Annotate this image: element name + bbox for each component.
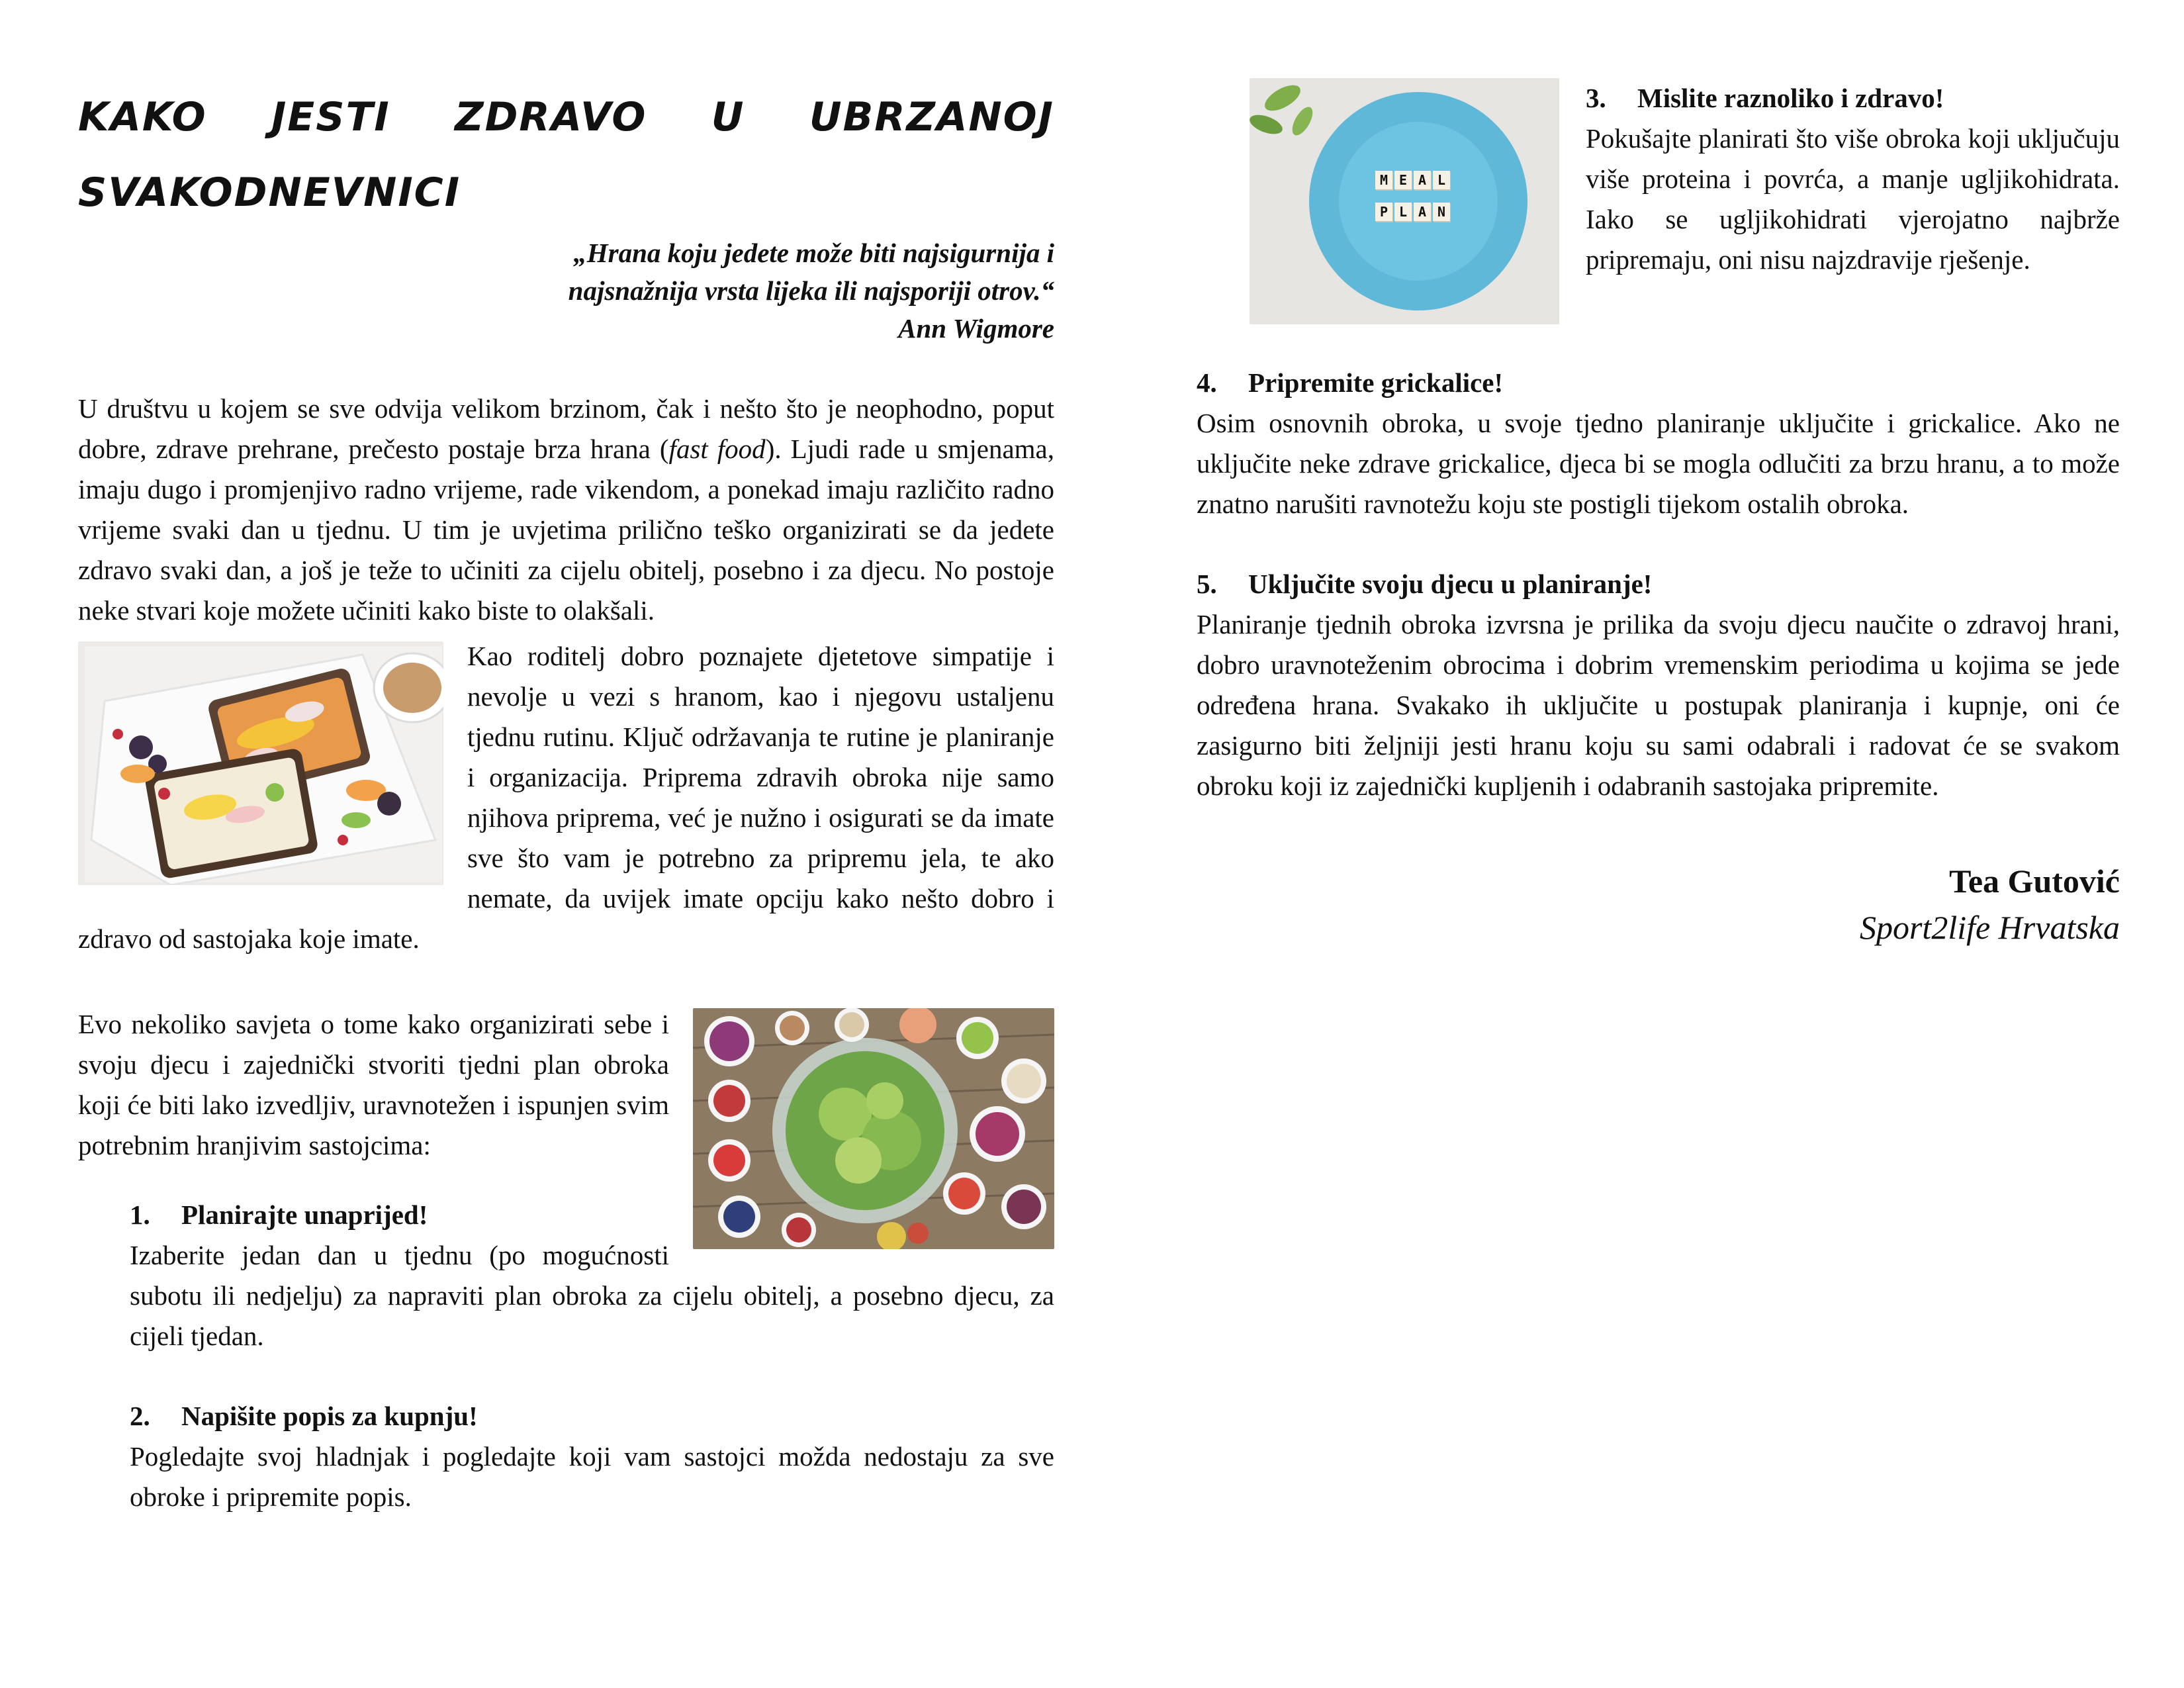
tip-5-number: 5. [1197,569,1217,599]
tip-5-text: Planiranje tjednih obroka izvrsna je prilika da svoju djecu naučite o zdravoj hrani, dobro uravnoteženim obrocima i dobrim vremenskim periodima u kojima se jede određena hrana. Svakako ih uključite u postupak planiranja i kupnje, oni će zasigurno biti željniji jesti hranu koju su sami odabrali i radovat će se svakom obroku koji iz zajednički kupljenih i odabranih sastojaka pripremite. [1197,609,2120,801]
tip-1-number: 1. [130,1199,150,1230]
intro-italic-term: fast food [668,434,766,464]
article-title [78,79,1054,230]
tip-1-text: Izaberite jedan dan u tjednu (po mogućnosti subotu ili nedjelju) za napraviti plan obroka za cijelu obitelj, a posebno djecu, za cijeli tjedan. [130,1240,1054,1351]
intro-text-1: U društvu u kojem se sve odvija velikom brzinom, čak i nešto što je neophodno, poput dobre, zdrave prehrane, prečesto postaje brza hrana ( [78,393,1054,464]
tile-letter: N [1433,203,1450,221]
tile-letter: L [1433,171,1450,189]
meal-tiles-row-1 [1375,171,1450,189]
tip-4-heading [1197,363,2120,403]
quote-author: Ann Wigmore [898,313,1054,344]
title-line-1: KAKO JESTI ZDRAVO U UBRZANOJ [78,94,1054,140]
intro-text-2: ). Ljudi rade u smjenama, imaju dugo i promjenjivo radno vrijeme, rade vikendom, a ponekad imaju različito radno vrijeme svaki dan u tjednu. U tim je uvjetima prilično teško organizirati se da jedete zdravo svaki dan, a još je teže to učiniti za cijelu obitelj, posebno i za djecu. No postoje neke stvari koje možete učiniti kako biste to olakšali. [78,434,1054,626]
tip-4-number: 4. [1197,367,1217,398]
tip-3-section [1197,78,2120,331]
tile-letter: M [1375,171,1392,189]
salad-illustration [693,1008,1054,1249]
quote-line-1: „Hrana koju jedete može biti najsigurnija i [573,238,1054,268]
salad-bowls-image [693,1008,1054,1249]
meal-tiles-row-2 [1375,203,1450,221]
tip-3-text: Pokušajte planirati što više obroka koji uključuju više proteina i povrća, a manje ugljikohidrata. Iako se ugljikohidrati vjerojatno najbrže pripremaju, oni nisu najzdravije rješenje. [1586,123,2120,275]
tip-5-title: Uključite svoju djecu u planiranje! [1248,569,1653,599]
tip-5 [1197,564,2120,806]
tip-3-title: Mislite raznoliko i zdravo! [1637,83,1944,113]
parent-section [78,636,1054,959]
right-column [1197,78,2120,951]
title-line-2: SVAKODNEVNICI [78,169,461,216]
tip-1-title: Planirajte unaprijed! [181,1199,428,1230]
toast-illustration [78,641,443,885]
meal-plan-plate-image [1250,78,1559,324]
quote-line-2: najsnažnija vrsta lijeka ili najsporiji otrov.“ [568,275,1054,306]
tip-2-number: 2. [130,1401,150,1431]
intro-paragraph [78,389,1054,631]
author-name: Tea Gutović [1949,863,2120,900]
tip-4 [1197,363,2120,524]
tip-2-title: Napišite popis za kupnju! [181,1401,478,1431]
tip-5-heading [1197,564,2120,604]
tips-intro-paragraph: Evo nekoliko savjeta o tome kako organizirati sebe i svoju djecu i zajednički stvoriti tjedni plan obroka koji će biti lako izvedljiv, uravnotežen i ispunjen svim potrebnim hranjivim sastojcima: [78,1009,669,1160]
tip-4-text: Osim osnovnih obroka, u svoje tjedno planiranje uključite i grickalice. Ako ne uključite neke zdrave grickalice, djeca bi se mogla odlučiti za brzu hranu, a to može znatno narušiti ravnotežu koju ste postigli tijekom ostalih obroka. [1197,408,2120,519]
tip-2-text: Pogledajte svoj hladnjak i pogledajte koji vam sastojci možda nedostaju za sve obroke i pripremite popis. [130,1441,1054,1512]
toast-breakfast-image [78,641,443,885]
tile-letter: L [1394,203,1412,221]
author-organization: Sport2life Hrvatska [1859,909,2120,946]
tip-2 [130,1396,1054,1517]
tip-4-title: Pripremite grickalice! [1248,367,1504,398]
tile-letter: E [1394,171,1412,189]
tile-letter: P [1375,203,1392,221]
tip-3-number: 3. [1586,83,1606,113]
tip-2-heading [130,1396,1054,1436]
tile-letter: A [1414,203,1431,221]
tile-letter: A [1414,171,1431,189]
meal-plan-illustration [1250,78,1559,324]
epigraph-quote [78,234,1054,348]
left-column [78,79,1054,1517]
tips-intro-section [78,1004,1054,1166]
parent-paragraph: Kao roditelj dobro poznajete djetetove simpatije i nevolje u vezi s hranom, kao i njegovu ustaljenu tjednu rutinu. Ključ održavanja te rutine je planiranje i organizacija. Priprema zdravih obroka nije samo njihova priprema, već je nužno i osigurati se da imate sve što vam je potrebno za pripremu jela, te ako nemate, da uvijek imate opciju kako nešto dobro i zdravo od sastojaka koje imate. [78,641,1054,954]
signature-block [1197,858,2120,951]
